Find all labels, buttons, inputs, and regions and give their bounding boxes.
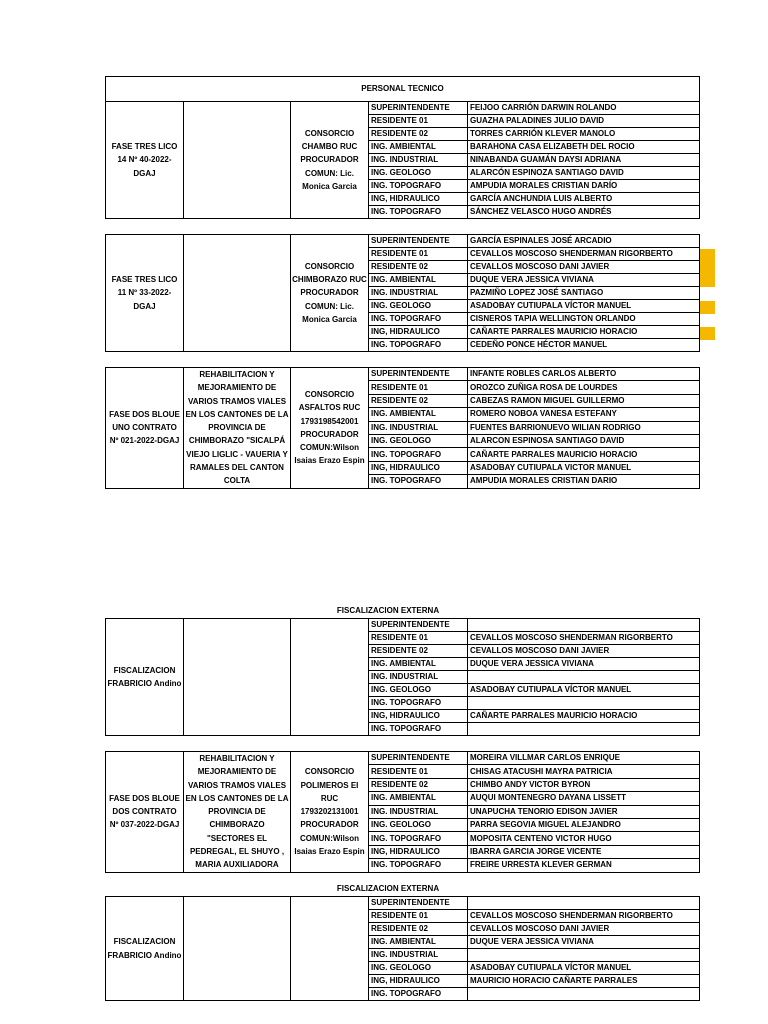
staff-row (106, 102, 700, 115)
person-name-cell: CAÑARTE PARRALES MAURICIO HORACIO (468, 448, 700, 461)
role-cell: ING. GEOLOGO (369, 819, 468, 832)
staff-table-chimborazo (105, 234, 700, 352)
project-description-cell (184, 235, 291, 352)
person-name-cell: DUQUE VERA JESSICA VIVIANA (468, 274, 700, 287)
role-cell: ING. AMBIENTAL (369, 274, 468, 287)
role-cell: RESIDENTE 01 (369, 910, 468, 923)
project-description-cell (184, 619, 291, 736)
project-description-cell (184, 102, 291, 219)
fiscalizacion-title-2: FISCALIZACION EXTERNA (336, 884, 440, 893)
role-cell: ING. INDUSTRIAL (369, 287, 468, 300)
person-name-cell: CHISAG ATACUSHI MAYRA PATRICIA (468, 765, 700, 778)
role-cell: ING, HIDRAULICO (369, 845, 468, 858)
role-cell: SUPERINTENDENTE (369, 752, 468, 765)
role-cell: SUPERINTENDENTE (369, 235, 468, 248)
role-cell: ING. GEOLOGO (369, 167, 468, 180)
role-cell: ING. GEOLOGO (369, 962, 468, 975)
person-name-cell: ASADOBAY CUTIUPALA VÍCTOR MANUEL (468, 962, 700, 975)
role-cell: ING, HIDRAULICO (369, 193, 468, 206)
staff-row (106, 235, 700, 248)
person-name-cell: GARCÍA ANCHUNDIA LUIS ALBERTO (468, 193, 700, 206)
project-description-cell: REHABILITACION Y MEJORAMIENTO DE VARIOS TRAMOS VIALES EN LOS CANTONES DE LA PROVINCIA DE CHIMBORAZO "SICALPÁ VIEJO LIGLIC - VAUERIA Y RAMALES DEL CANTON COLTA (184, 368, 291, 489)
person-name-cell: CAÑARTE PARRALES MAURICIO HORACIO (468, 710, 700, 723)
contract-phase-cell: FASE DOS BLOUE UNO CONTRATO Nº 021-2022-DGAJ (106, 368, 184, 489)
highlight-mark (700, 327, 715, 340)
person-name-cell: IBARRA GARCIA JORGE VICENTE (468, 845, 700, 858)
role-cell: ING. AMBIENTAL (369, 408, 468, 421)
person-name-cell: AUQUI MONTENEGRO DAYANA LISSETT (468, 792, 700, 805)
person-name-cell: CEVALLOS MOSCOSO DANI JAVIER (468, 645, 700, 658)
contract-phase-cell: FASE DOS BLOUE DOS CONTRATO Nº 037-2022-DGAJ (106, 752, 184, 873)
person-name-cell: MOPOSITA CENTENO VICTOR HUGO (468, 832, 700, 845)
person-name-cell (468, 897, 700, 910)
role-cell: RESIDENTE 02 (369, 128, 468, 141)
role-cell: RESIDENTE 02 (369, 394, 468, 407)
person-name-cell: CHIMBO ANDY VICTOR BYRON (468, 778, 700, 791)
role-cell: ING. TOPOGRAFO (369, 697, 468, 710)
person-name-cell: CAÑARTE PARRALES MAURICIO HORACIO (468, 326, 700, 339)
person-name-cell: ASADOBAY CUTIUPALA VICTOR MANUEL (468, 461, 700, 474)
role-cell: ING. AMBIENTAL (369, 141, 468, 154)
role-cell: SUPERINTENDENTE (369, 102, 468, 115)
fiscalizacion-title-1: FISCALIZACION EXTERNA (336, 606, 440, 615)
person-name-cell: DUQUE VERA JESSICA VIVIANA (468, 936, 700, 949)
role-cell: RESIDENTE 01 (369, 381, 468, 394)
staff-row (106, 897, 700, 910)
role-cell: RESIDENTE 01 (369, 248, 468, 261)
person-name-cell: ALARCON ESPINOSA SANTIAGO DAVID (468, 435, 700, 448)
role-cell: ING. AMBIENTAL (369, 658, 468, 671)
person-name-cell: FEIJOO CARRIÓN DARWIN ROLANDO (468, 102, 700, 115)
person-name-cell: UNAPUCHA TENORIO EDISON JAVIER (468, 805, 700, 818)
person-name-cell: PAZMIÑO LOPEZ JOSÉ SANTIAGO (468, 287, 700, 300)
contract-phase-cell: FISCALIZACION FRABRICIO Andino (106, 897, 184, 1001)
contract-phase-cell: FASE TRES LICO 11 Nº 33-2022-DGAJ (106, 235, 184, 352)
role-cell: ING. TOPOGRAFO (369, 339, 468, 352)
role-cell: ING. GEOLOGO (369, 435, 468, 448)
person-name-cell (468, 988, 700, 1001)
role-cell: ING. GEOLOGO (369, 300, 468, 313)
project-description-cell (184, 897, 291, 1001)
role-cell: RESIDENTE 01 (369, 765, 468, 778)
contractor-cell: CONSORCIO CHIMBORAZO RUC PROCURADOR COMUN: Lic. Monica Garcia (291, 235, 369, 352)
person-name-cell: MAURICIO HORACIO CAÑARTE PARRALES (468, 975, 700, 988)
role-cell: RESIDENTE 01 (369, 632, 468, 645)
staff-row (106, 752, 700, 765)
person-name-cell: CEVALLOS MOSCOSO SHENDERMAN RIGORBERTO (468, 248, 700, 261)
person-name-cell: ASADOBAY CUTIUPALA VÍCTOR MANUEL (468, 300, 700, 313)
person-name-cell: OROZCO ZUÑIGA ROSA DE LOURDES (468, 381, 700, 394)
person-name-cell: CEVALLOS MOSCOSO SHENDERMAN RIGORBERTO (468, 910, 700, 923)
role-cell: RESIDENTE 02 (369, 778, 468, 791)
person-name-cell (468, 723, 700, 736)
staff-table-asfaltos (105, 367, 700, 489)
role-cell: SUPERINTENDENTE (369, 368, 468, 381)
person-name-cell: GARCÍA ESPINALES JOSÉ ARCADIO (468, 235, 700, 248)
person-name-cell: ASADOBAY CUTIUPALA VÍCTOR MANUEL (468, 684, 700, 697)
staff-table-fiscalizacion-1 (105, 618, 700, 736)
role-cell: ING. INDUSTRIAL (369, 421, 468, 434)
person-name-cell: CEDEÑO PONCE HÉCTOR MANUEL (468, 339, 700, 352)
person-name-cell: MOREIRA VILLMAR CARLOS ENRIQUE (468, 752, 700, 765)
role-cell: RESIDENTE 02 (369, 645, 468, 658)
person-name-cell: FREIRE URRESTA KLEVER GERMAN (468, 859, 700, 872)
person-name-cell (468, 619, 700, 632)
role-cell: ING. TOPOGRAFO (369, 448, 468, 461)
contractor-cell: CONSORCIO POLIMEROS EI RUC 1793202131001 PROCURADOR COMUN:Wilson Isaias Erazo Espin (291, 752, 369, 873)
person-name-cell: CEVALLOS MOSCOSO DANI JAVIER (468, 923, 700, 936)
role-cell: ING. AMBIENTAL (369, 936, 468, 949)
role-cell: ING. TOPOGRAFO (369, 832, 468, 845)
person-name-cell: NINABANDA GUAMÁN DAYSI ADRIANA (468, 154, 700, 167)
role-cell: ING. INDUSTRIAL (369, 671, 468, 684)
role-cell: RESIDENTE 02 (369, 261, 468, 274)
person-name-cell: TORRES CARRIÓN KLEVER MANOLO (468, 128, 700, 141)
person-name-cell: PARRA SEGOVIA MIGUEL ALEJANDRO (468, 819, 700, 832)
role-cell: ING. TOPOGRAFO (369, 859, 468, 872)
role-cell: ING. TOPOGRAFO (369, 988, 468, 1001)
person-name-cell: DUQUE VERA JESSICA VIVIANA (468, 658, 700, 671)
contractor-cell (291, 619, 369, 736)
person-name-cell: CABEZAS RAMON MIGUEL GUILLERMO (468, 394, 700, 407)
highlight-mark (700, 301, 715, 314)
staff-table-fiscalizacion-2 (105, 896, 700, 1001)
role-cell: ING. TOPOGRAFO (369, 180, 468, 193)
contractor-cell (291, 897, 369, 1001)
staff-row (106, 619, 700, 632)
role-cell: ING. TOPOGRAFO (369, 206, 468, 219)
role-cell: ING, HIDRAULICO (369, 326, 468, 339)
highlight-mark (700, 249, 715, 287)
contract-phase-cell: FASE TRES LICO 14 Nº 40-2022-DGAJ (106, 102, 184, 219)
person-name-cell: CEVALLOS MOSCOSO SHENDERMAN RIGORBERTO (468, 632, 700, 645)
personal-tecnico-title: PERSONAL TECNICO (106, 77, 700, 102)
person-name-cell (468, 697, 700, 710)
person-name-cell: GUAZHA PALADINES JULIO DAVID (468, 115, 700, 128)
role-cell: ING. GEOLOGO (369, 684, 468, 697)
person-name-cell: SÁNCHEZ VELASCO HUGO ANDRÉS (468, 206, 700, 219)
person-name-cell: INFANTE ROBLES CARLOS ALBERTO (468, 368, 700, 381)
role-cell: ING. AMBIENTAL (369, 792, 468, 805)
project-description-cell: REHABILITACION Y MEJORAMIENTO DE VARIOS TRAMOS VIALES EN LOS CANTONES DE LA PROVINCIA DE CHIMBORAZO "SECTORES EL PEDREGAL, EL SHUYO , MARIA AUXILIADORA (184, 752, 291, 873)
person-name-cell: AMPUDIA MORALES CRISTIAN DARIO (468, 475, 700, 488)
role-cell: SUPERINTENDENTE (369, 897, 468, 910)
person-name-cell: CEVALLOS MOSCOSO DANI JAVIER (468, 261, 700, 274)
role-cell: ING. INDUSTRIAL (369, 949, 468, 962)
contract-phase-cell: FISCALIZACION FRABRICIO Andino (106, 619, 184, 736)
role-cell: RESIDENTE 02 (369, 923, 468, 936)
person-name-cell: ROMERO NOBOA VANESA ESTEFANY (468, 408, 700, 421)
staff-row (106, 368, 700, 381)
contractor-cell: CONSORCIO ASFALTOS RUC 1793198542001 PROCURADOR COMUN:Wilson Isaias Erazo Espin (291, 368, 369, 489)
role-cell: ING. INDUSTRIAL (369, 154, 468, 167)
role-cell: RESIDENTE 01 (369, 115, 468, 128)
staff-table-polimeros (105, 751, 700, 873)
role-cell: ING, HIDRAULICO (369, 975, 468, 988)
role-cell: ING, HIDRAULICO (369, 710, 468, 723)
person-name-cell: FUENTES BARRIONUEVO WILIAN RODRIGO (468, 421, 700, 434)
person-name-cell (468, 949, 700, 962)
role-cell: ING. TOPOGRAFO (369, 723, 468, 736)
person-name-cell (468, 671, 700, 684)
role-cell: ING. TOPOGRAFO (369, 475, 468, 488)
person-name-cell: AMPUDIA MORALES CRISTIAN DARÍO (468, 180, 700, 193)
role-cell: ING. INDUSTRIAL (369, 805, 468, 818)
contractor-cell: CONSORCIO CHAMBO RUC PROCURADOR COMUN: Lic. Monica Garcia (291, 102, 369, 219)
person-name-cell: CISNEROS TAPIA WELLINGTON ORLANDO (468, 313, 700, 326)
role-cell: SUPERINTENDENTE (369, 619, 468, 632)
person-name-cell: BARAHONA CASA ELIZABETH DEL ROCIO (468, 141, 700, 154)
person-name-cell: ALARCÓN ESPINOZA SANTIAGO DAVID (468, 167, 700, 180)
role-cell: ING. TOPOGRAFO (369, 313, 468, 326)
staff-table-chambo (105, 76, 700, 219)
role-cell: ING, HIDRAULICO (369, 461, 468, 474)
